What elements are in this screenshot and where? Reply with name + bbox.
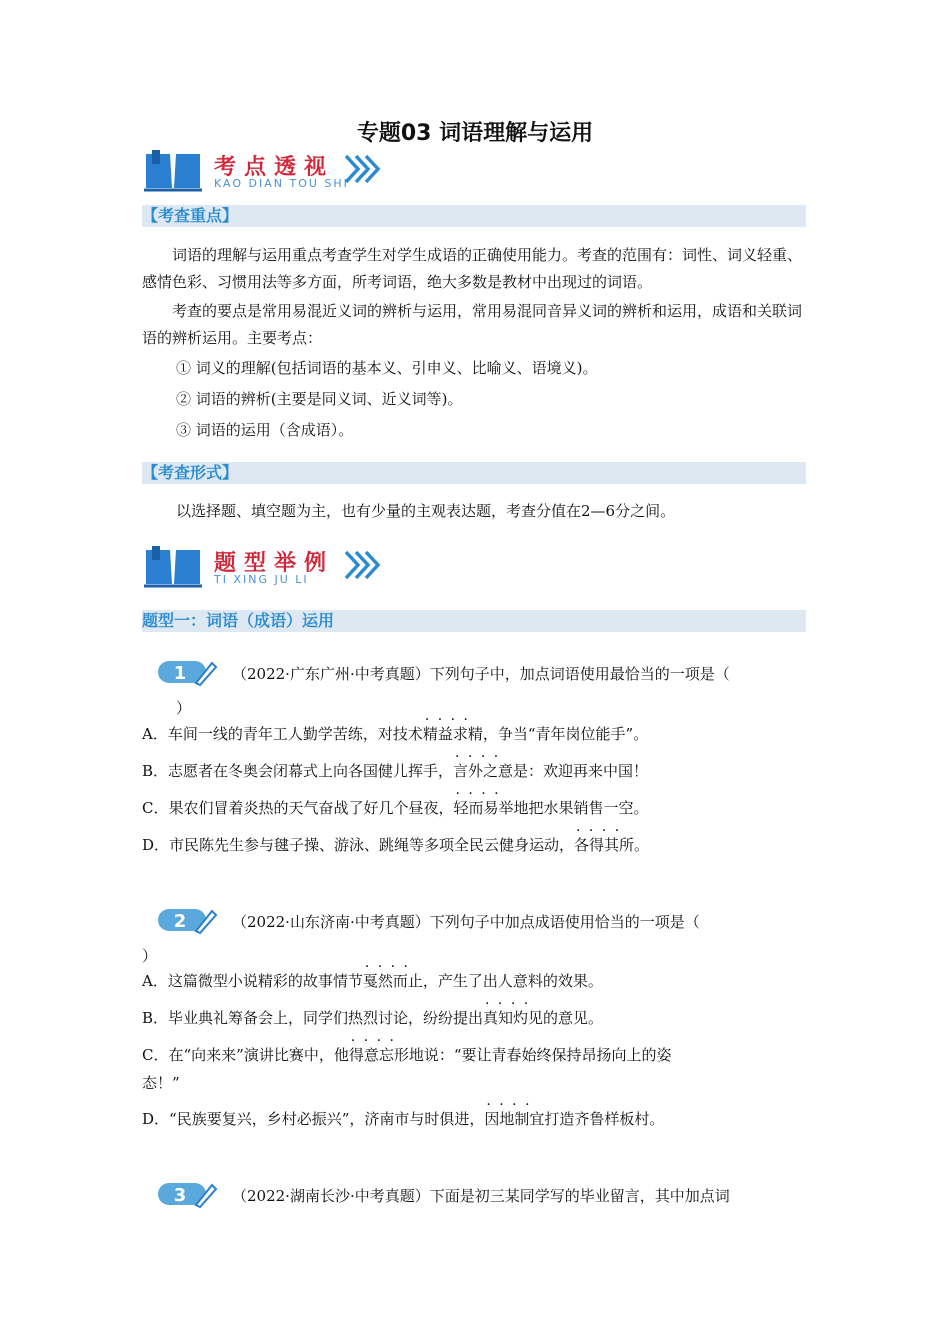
question-stem: （2022·湖南长沙·中考真题）下面是初三某同学写的毕业留言，其中加点词 (232, 1187, 730, 1205)
question-number: 2 (173, 911, 187, 932)
chevrons-icon (342, 152, 382, 186)
list-item: ① 词义的理解(包括词语的基本义、引申义、比喻义、语境义)。 (176, 359, 598, 377)
option-text: D．“民族要复兴，乡村必振兴”，济南市与时俱进， (142, 1110, 485, 1128)
question-number: 1 (173, 663, 187, 684)
banner-title: 考点透视 (214, 155, 335, 180)
option-d (142, 1107, 664, 1131)
question-number-icon (156, 657, 218, 687)
option-c (142, 796, 649, 820)
page-title: 专题03 词语理解与运用 (356, 121, 594, 146)
list-item: ② 词语的辨析(主要是同义词、近义词等)。 (176, 390, 463, 408)
option-text: A．这篇微型小说精彩的故事情节 (142, 972, 363, 990)
dotted-word: · · · · 各得其所 (574, 833, 634, 857)
question-stem: （2022·山东济南·中考真题）下列句子中加点成语使用恰当的一项是（ (232, 913, 700, 931)
dotted-word: · · · · 言外之意 (453, 759, 513, 783)
option-text: B．志愿者在冬奥会闭幕式上向各国健儿挥手， (142, 762, 454, 780)
paragraph: 以选择题、填空题为主，也有少量的主观表达题，考查分值在2—6分之间。 (176, 502, 676, 520)
banner-title: 题型举例 (214, 551, 335, 576)
section-heading: 【考查重点】 (142, 205, 806, 227)
option-text: C．在“向来来”演讲比赛中，他 (142, 1046, 349, 1064)
book-icon (142, 544, 204, 588)
option-text: A．车间一线的青年工人勤学苦练，对技术 (142, 725, 423, 743)
banner-kaodian (142, 148, 402, 196)
option-b (142, 759, 648, 783)
question-number-icon (156, 1179, 218, 1209)
option-c-cont: 态！” (142, 1074, 180, 1092)
question-stem: （2022·广东广州·中考真题）下列句子中，加点词语使用最恰当的一项是（ (232, 665, 730, 683)
option-text: C．果农们冒着炎热的天气奋战了好几个昼夜， (142, 799, 454, 817)
question-stem-end: ） (176, 699, 192, 717)
option-d (142, 833, 649, 857)
section-heading: 【考查形式】 (142, 462, 806, 484)
option-text: 的意见。 (543, 1009, 604, 1027)
option-text: 地把水果销售一空。 (513, 799, 649, 817)
banner-tixing (142, 544, 402, 592)
option-a (142, 969, 603, 993)
dotted-word: · · · · 得意忘形 (349, 1043, 409, 1067)
option-text: ，产生了出人意料的效果。 (422, 972, 603, 990)
type-heading: 题型一：词语（成语）运用 (142, 610, 806, 632)
dotted-word: · · · · 真知灼见 (483, 1006, 543, 1030)
paragraph: 词语的理解与运用重点考查学生对学生成语的正确使用能力。考查的范围有：词性、词义轻重、感情色彩、习惯用法等多方面，所考词语，绝大多数是教材中出现过的词语。 (142, 246, 803, 291)
banner-pinyin: TI XING JU LI (214, 573, 309, 586)
banner-pinyin: KAO DIAN TOU SHI (214, 177, 349, 190)
option-c (142, 1043, 672, 1067)
dotted-word: · · · · 轻而易举 (453, 796, 513, 820)
dotted-word: · · · · 因地制宜 (484, 1107, 544, 1131)
option-text: B．毕业典礼筹备会上，同学们热烈讨论，纷纷提出 (142, 1009, 484, 1027)
dotted-word: · · · · 精益求精 (423, 722, 483, 746)
question-number: 3 (173, 1185, 187, 1206)
option-text: 打造齐鲁样板村。 (544, 1110, 665, 1128)
option-a (142, 722, 648, 746)
option-text: 地说：“要让青春始终保持昂扬向上的姿 (408, 1046, 672, 1064)
option-text: 是：欢迎再来中国！ (513, 762, 649, 780)
dotted-word: · · · · 戛然而止 (363, 969, 423, 993)
book-icon (142, 148, 204, 192)
option-text: D．市民陈先生参与毽子操、游泳、跳绳等多项全民云健身运动， (142, 836, 575, 854)
question-stem-end: ） (142, 947, 158, 965)
question-number-icon (156, 905, 218, 935)
option-text: 。 (634, 836, 650, 854)
list-item: ③ 词语的运用（含成语）。 (176, 421, 354, 439)
option-b (142, 1006, 603, 1030)
chevrons-icon (342, 548, 382, 582)
option-text: ，争当“青年岗位能手”。 (482, 725, 649, 743)
paragraph: 考查的要点是常用易混近义词的辨析与运用，常用易混同音异义词的辨析和运用，成语和关联词语的辨析运用。主要考点： (142, 302, 803, 347)
